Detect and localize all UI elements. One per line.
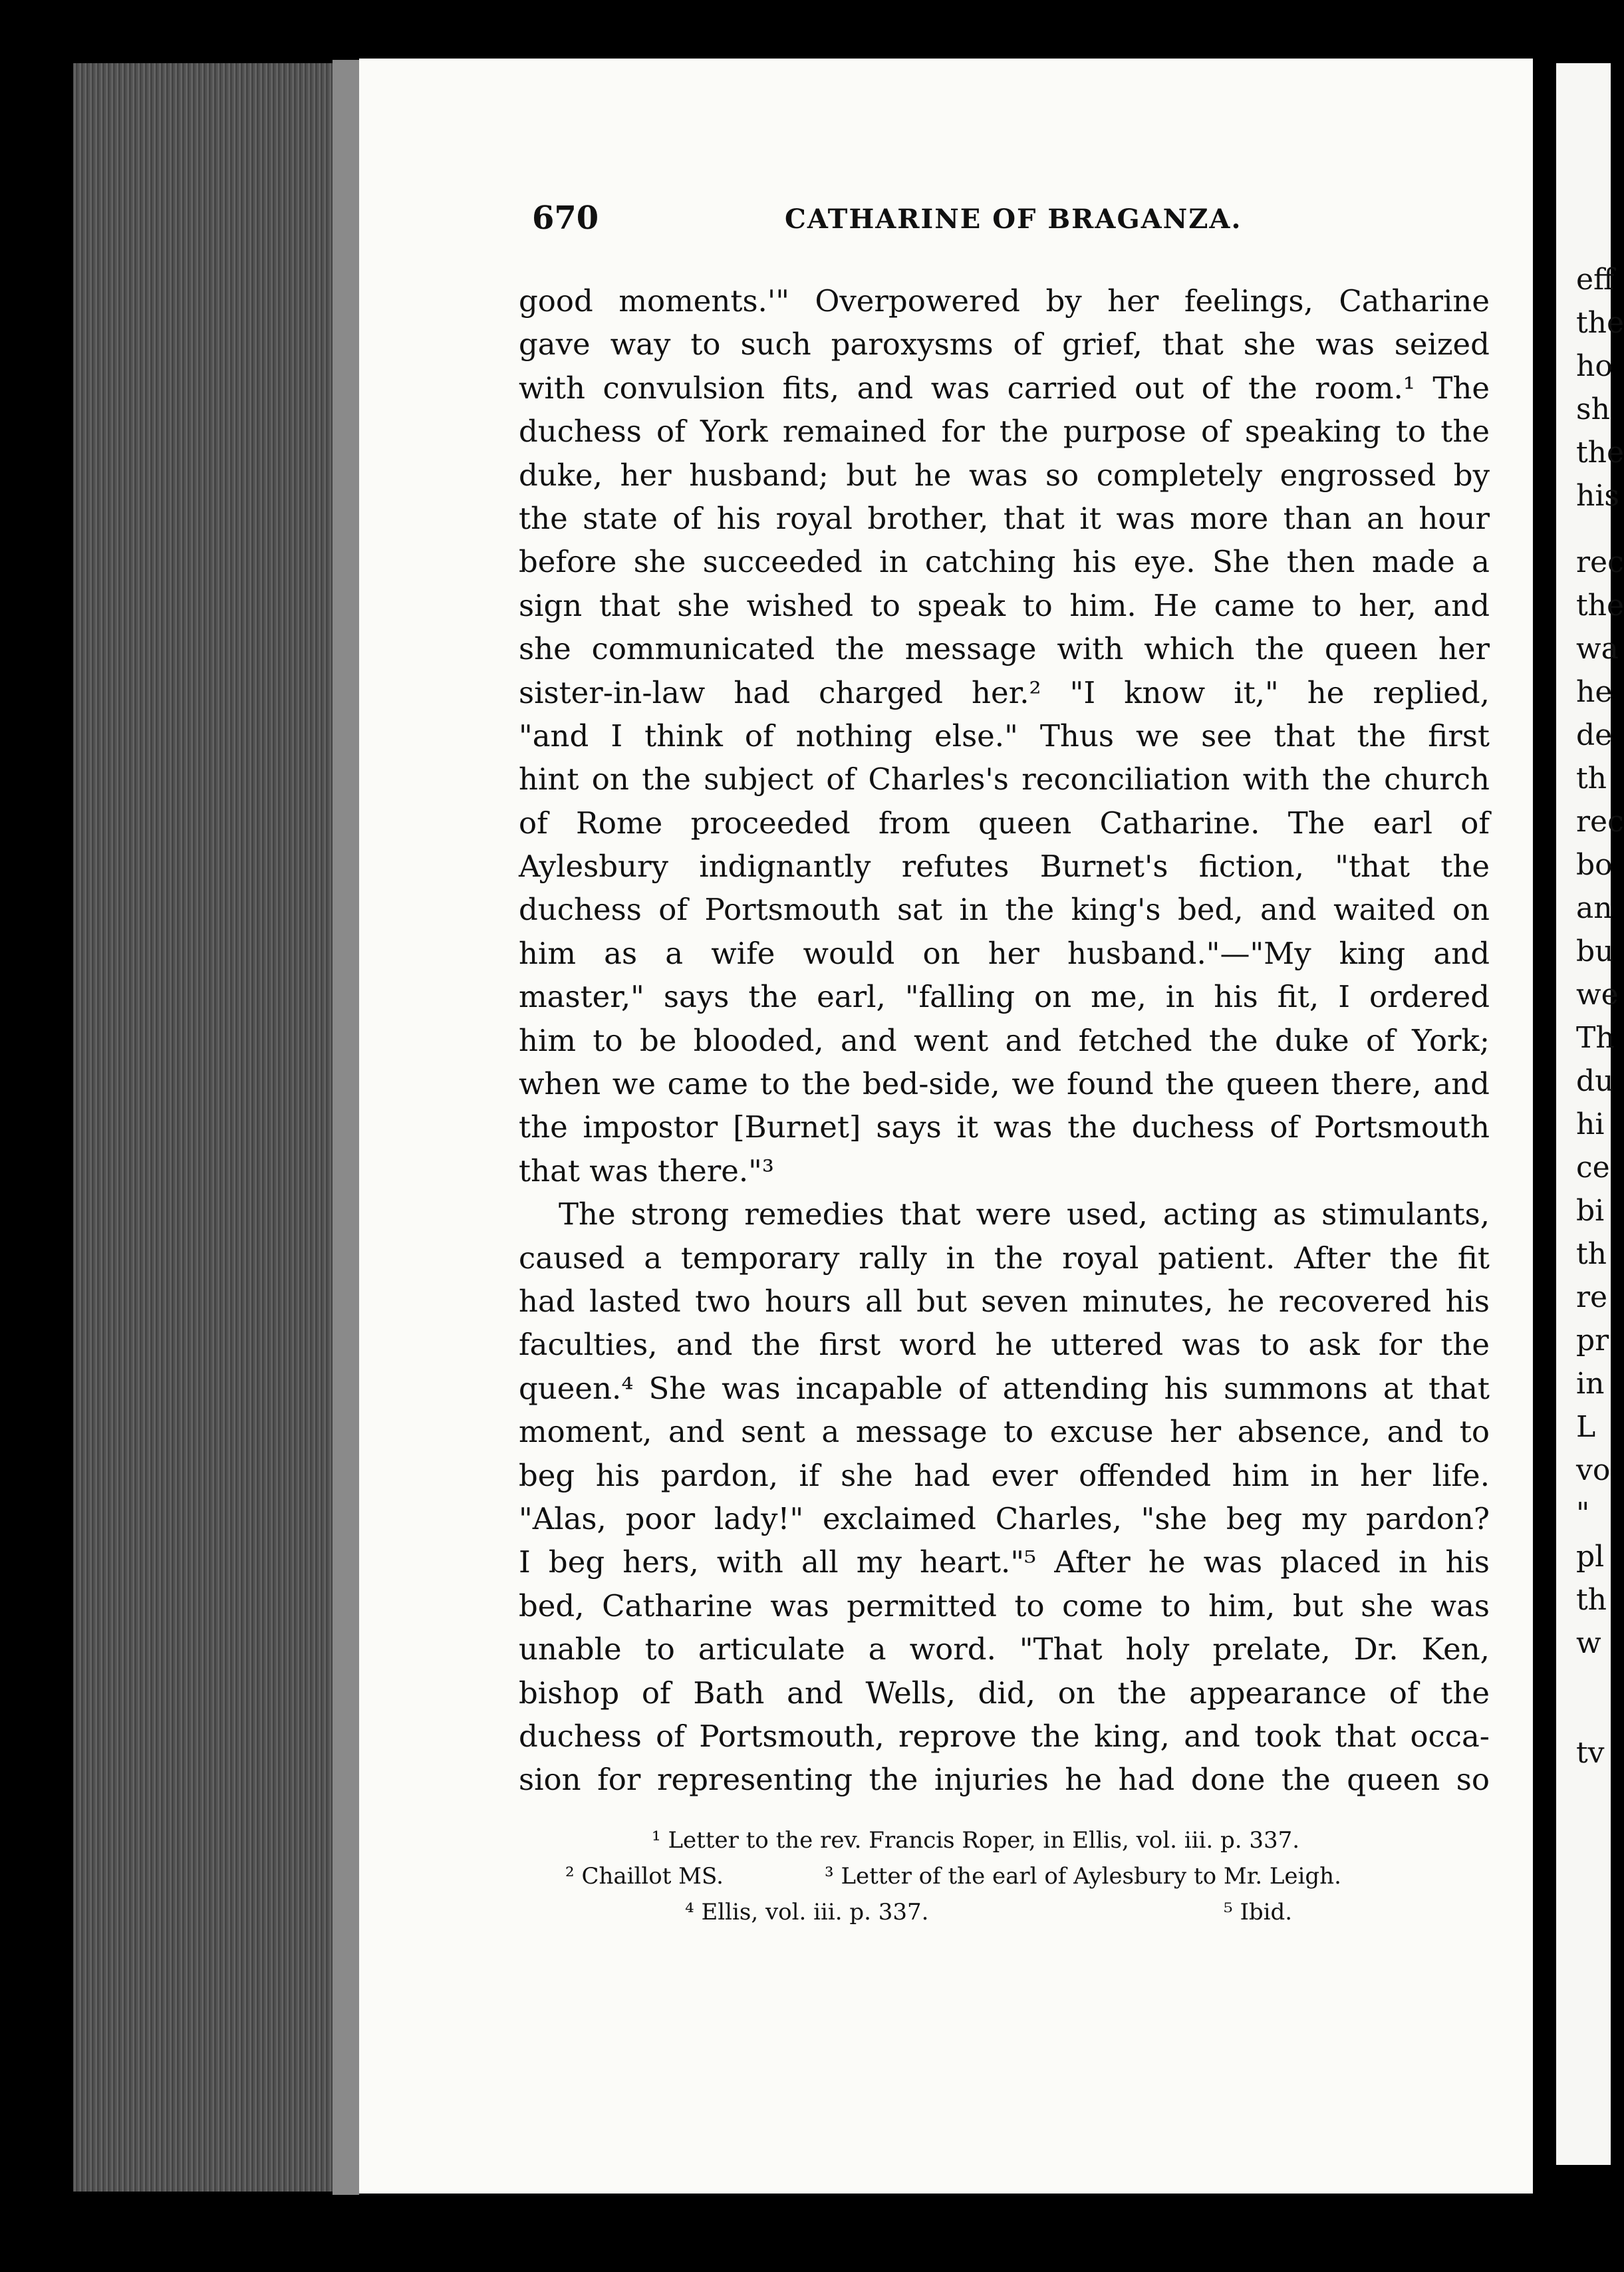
book-spine-edge	[333, 60, 359, 2195]
text-line: good moments.'" Overpowered by her feelings, Catharine	[519, 283, 1490, 319]
adjacent-page-text: ce	[1576, 1151, 1610, 1185]
text-line: the impostor [Burnet] says it was the duchess of Portsmouth	[519, 1109, 1490, 1145]
page-number: 670	[532, 200, 599, 237]
text-line: "and I think of nothing else." Thus we see that the first	[519, 718, 1490, 754]
adjacent-page-text: we	[1576, 978, 1619, 1012]
text-line: I beg hers, with all my heart."⁵ After he was placed in his	[519, 1544, 1490, 1580]
text-line: the state of his royal brother, that it was more than an hour	[519, 500, 1490, 536]
adjacent-page-text: de	[1576, 718, 1613, 752]
text-line: sign that she wished to speak to him. He came to her, and	[519, 587, 1490, 623]
footnote-4: ⁴ Ellis, vol. iii. p. 337.	[685, 1899, 929, 1925]
adjacent-page-text: an	[1576, 891, 1613, 925]
text-line: with convulsion fits, and was carried out of the room.¹ The	[519, 370, 1490, 406]
adjacent-page-text: th	[1576, 1583, 1607, 1617]
adjacent-page-text: re	[1576, 1280, 1608, 1314]
text-line: "Alas, poor lady!" exclaimed Charles, "she beg my pardon?	[519, 1500, 1490, 1536]
footnote-row-3	[519, 1894, 1490, 1930]
footnote-2: ² Chaillot MS.	[565, 1863, 724, 1890]
text-line: master," says the earl, "falling on me, in his fit, I ordered	[519, 979, 1490, 1015]
footnote-row-2	[519, 1858, 1490, 1894]
adjacent-page-text: he	[1576, 675, 1613, 709]
adjacent-page-text: rec	[1576, 805, 1624, 839]
footnotes	[519, 1822, 1490, 1930]
text-line: faculties, and the first word he uttered was to ask for the	[519, 1327, 1490, 1363]
adjacent-page-text: vo	[1576, 1453, 1611, 1487]
text-line: hint on the subject of Charles's reconciliation with the church	[519, 762, 1490, 797]
book-page-edges	[73, 63, 352, 2192]
text-line: queen.⁴ She was incapable of attending his summons at that	[519, 1370, 1490, 1406]
adjacent-page-text: w	[1576, 1626, 1601, 1660]
text-line: moment, and sent a message to excuse her absence, and to	[519, 1414, 1490, 1450]
page-header	[532, 200, 1516, 246]
footnote-5: ⁵ Ibid.	[1224, 1899, 1293, 1925]
body-text	[519, 279, 1490, 1802]
text-line: duke, her husband; but he was so completely engrossed by	[519, 457, 1490, 493]
text-line: gave way to such paroxysms of grief, that she was seized	[519, 327, 1490, 362]
adjacent-page-text: Th	[1576, 1021, 1615, 1055]
adjacent-page-text: pl	[1576, 1540, 1605, 1574]
adjacent-page-text: the	[1576, 436, 1624, 470]
adjacent-page-text: bo	[1576, 848, 1613, 882]
adjacent-page-text: the	[1576, 306, 1624, 340]
text-line: before she succeeded in catching his eye. She then made a	[519, 544, 1490, 580]
adjacent-page-text: L	[1576, 1410, 1596, 1444]
footnote-1: ¹ Letter to the rev. Francis Roper, in Ellis, vol. iii. p. 337.	[652, 1827, 1300, 1854]
adjacent-page-text: the	[1576, 589, 1624, 623]
adjacent-page-fragment	[1556, 63, 1624, 2165]
adjacent-page-text: ho	[1576, 349, 1613, 383]
footnote-3: ³ Letter of the earl of Aylesbury to Mr. Leigh.	[825, 1863, 1341, 1890]
text-line: sion for representing the injuries he had done the queen so	[519, 1762, 1490, 1798]
text-line: had lasted two hours all but seven minutes, he recovered his	[519, 1283, 1490, 1319]
adjacent-page-text: in	[1576, 1367, 1605, 1401]
adjacent-page-text: eff	[1576, 263, 1615, 297]
adjacent-page-text: wa	[1576, 632, 1619, 666]
adjacent-page-text: rec	[1576, 545, 1624, 579]
adjacent-page-text: hi	[1576, 1107, 1605, 1141]
adjacent-page-text: sh	[1576, 392, 1610, 426]
adjacent-page-text: tv	[1576, 1736, 1605, 1770]
text-line: duchess of York remained for the purpose of speaking to the	[519, 414, 1490, 450]
text-line: that was there."³	[519, 1153, 774, 1189]
text-line: she communicated the message with which the queen her	[519, 631, 1490, 667]
text-line: bed, Catharine was permitted to come to him, but she was	[519, 1588, 1490, 1624]
text-line: of Rome proceeded from queen Catharine. The earl of	[519, 805, 1490, 841]
running-title: CATHARINE OF BRAGANZA.	[785, 204, 1242, 235]
text-line: Aylesbury indignantly refutes Burnet's fiction, "that the	[519, 849, 1490, 885]
adjacent-page-text: bi	[1576, 1194, 1605, 1228]
text-line: unable to articulate a word. "That holy prelate, Dr. Ken,	[519, 1632, 1490, 1667]
adjacent-page-text: th	[1576, 1237, 1607, 1271]
adjacent-page-text: pr	[1576, 1324, 1609, 1357]
adjacent-page-text: his	[1576, 479, 1619, 513]
adjacent-page-text: bu	[1576, 934, 1614, 968]
text-line: beg his pardon, if she had ever offended him in her life.	[519, 1457, 1490, 1493]
adjacent-page-text: th	[1576, 762, 1607, 795]
text-line: duchess of Portsmouth sat in the king's bed, and waited on	[519, 892, 1490, 928]
text-line: when we came to the bed-side, we found the queen there, and	[519, 1066, 1490, 1102]
text-line: duchess of Portsmouth, reprove the king, and took that occa-	[519, 1718, 1490, 1754]
text-line: him to be blooded, and went and fetched the duke of York;	[519, 1022, 1490, 1058]
adjacent-page-text: du	[1576, 1064, 1614, 1098]
text-line: sister-in-law had charged her.² "I know it," he replied,	[519, 674, 1490, 710]
text-line: The strong remedies that were used, acting as stimulants,	[559, 1197, 1490, 1232]
footnote-row-1	[519, 1822, 1490, 1858]
text-line: caused a temporary rally in the royal patient. After the fit	[519, 1240, 1490, 1276]
text-line: bishop of Bath and Wells, did, on the appearance of the	[519, 1675, 1490, 1711]
text-line: him as a wife would on her husband."—"My king and	[519, 935, 1490, 971]
adjacent-page-text: "	[1576, 1496, 1590, 1530]
